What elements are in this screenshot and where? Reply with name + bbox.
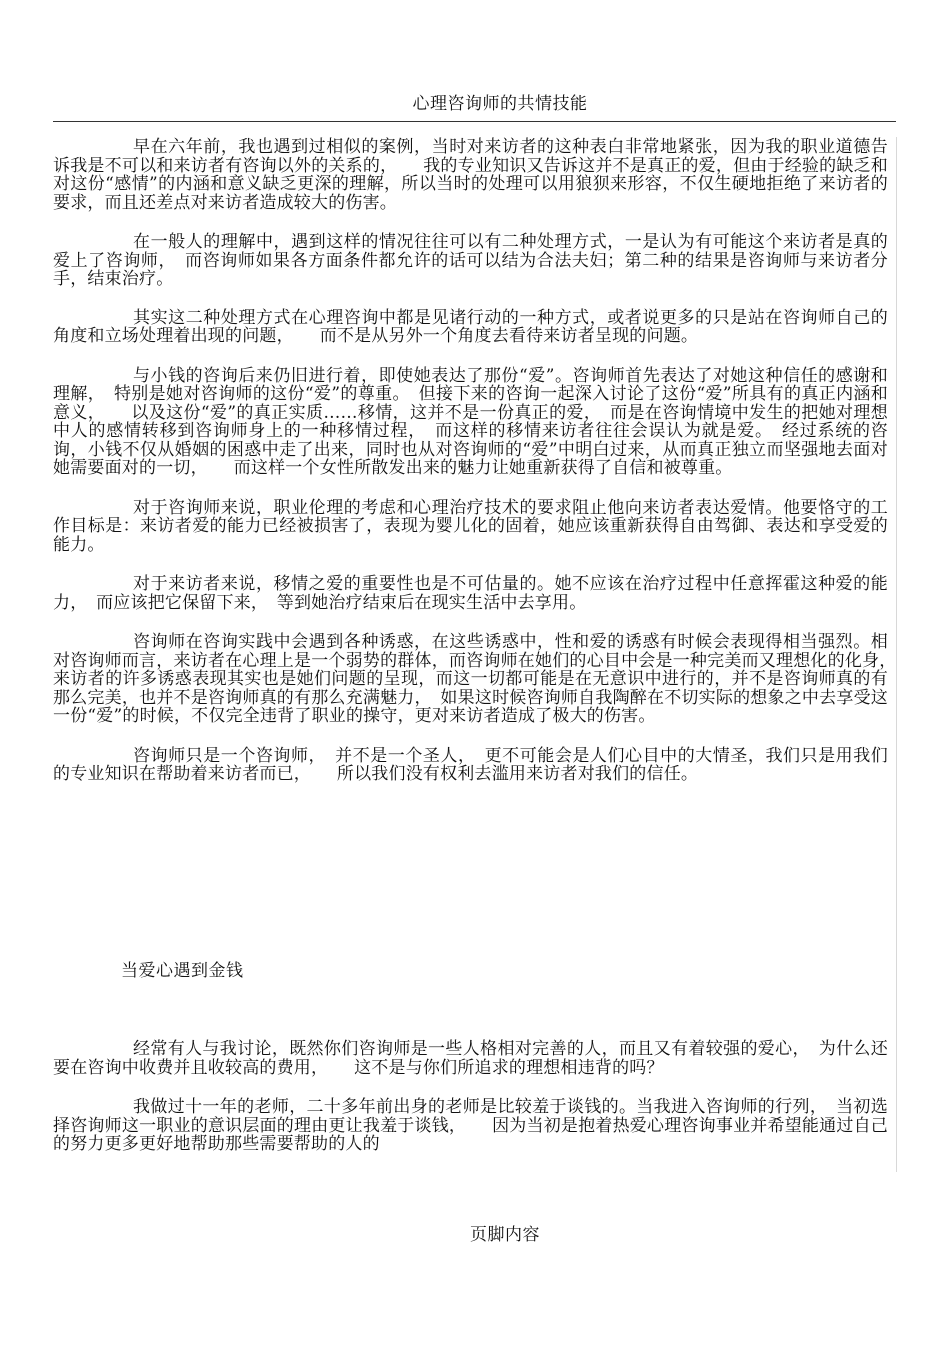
paragraph-2: 在一般人的理解中，遇到这样的情况往往可以有二种处理方式，一是认为有可能这个来访者是真的爱上了咨询师， 而咨询师如果各方面条件都允许的话可以结为合法夫妇；第二种的结果是咨询师与来访者分手，结束治疗。 [53, 232, 888, 289]
paragraph-7: 咨询师在咨询实践中会遇到各种诱惑，在这些诱惑中，性和爱的诱惑有时候会表现得相当强烈。相对咨询师而言，来访者在心理上是一个弱势的群体，而咨询师在她们的心目中会是一种完美而又理想化的化身， 来访者的许多诱惑表现其实也是她们问题的呈现，而这一切都可能是在无意识中进行的，并不是咨询师真的有那么完美，也并不是咨询师真的有那么充满魅力， 如果这时候咨询师自我陶醉在不切实际的想象之中去享受这一份“爱”的时候，不仅完全违背了职业的操守，更对来访者造成了极大的伤害。 [53, 632, 923, 726]
paragraph-3: 其实这二种处理方式在心理咨询中都是见诸行动的一种方式，或者说更多的只是站在咨询师自己的角度和立场处理着出现的问题， 而不是从另外一个角度去看待来访者呈现的问题。 [53, 307, 888, 346]
section-paragraph-1: 经常有人与我讨论，既然你们咨询师是一些人格相对完善的人，而且又有着较强的爱心， 为什么还要在咨询中收费并且收较高的费用， 这不是与你们所追求的理想相违背的吗？ [53, 1039, 888, 1078]
paragraph-1: 早在六年前，我也遇到过相似的案例，当时对来访者的这种表白非常地紧张，因为我的职业道德告诉我是不可以和来访者有咨询以外的关系的， 我的专业知识又告诉这并不是真正的爱，但由于经验的缺乏和对这份“感情”的内涵和意义缺乏更深的理解，所以当时的处理可以用狼狈来形容，不仅生硬地拒绝了来访者的要求，而且还差点对来访者造成较大的伤害。 [53, 137, 888, 213]
paragraph-8: 咨询师只是一个咨询师， 并不是一个圣人， 更不可能会是人们心目中的大情圣，我们只是用我们的专业知识在帮助着来访者而已， 所以我们没有权利去滥用来访者对我们的信任。 [53, 745, 888, 784]
paragraph-6: 对于来访者来说，移情之爱的重要性也是不可估量的。她不应该在治疗过程中任意挥霍这种爱的能力， 而应该把它保留下来， 等到她治疗结束后在现实生活中去享用。 [53, 574, 888, 613]
page-footer: 页脚内容 [470, 1225, 540, 1245]
document-body [53, 137, 923, 784]
header-divider [53, 121, 896, 122]
section-heading: 当爱心遇到金钱 [121, 961, 244, 981]
page-header-title: 心理咨询师的共情技能 [412, 94, 588, 114]
paragraph-4: 与小钱的咨询后来仍旧进行着，即使她表达了那份“爱”。咨询师首先表达了对她这种信任的感谢和理解， 特别是她对咨询师的这份“爱”的尊重。 但接下来的咨询一起深入讨论了这份“爱”所具有的真正内涵和意义， 以及这份“爱”的真正实质……移情，这并不是一份真正的爱， 而是在咨询情境中发生的把她对理想中人的感情转移到咨询师身上的一种移情过程， 而这样的移情来访者往往会误认为就是爱。 经过系统的咨询，小钱不仅从婚姻的困惑中走了出来，同时也从对咨询师的“爱”中明白过来，从而真正独立而坚强地去面对她需要面对的一切， 而这样一个女性所散发出来的魅力让她重新获得了自信和被尊重。 [53, 365, 888, 478]
section-body [53, 1040, 888, 1154]
section-paragraph-2: 我做过十一年的老师，二十多年前出身的老师是比较羞于谈钱的。当我进入咨询师的行列， 当初选择咨询师这一职业的意识层面的理由更让我羞于谈钱， 因为当初是抱着热爱心理咨询事业并希望能通过自己的努力更多更好地帮助那些需要帮助的人的 [53, 1097, 888, 1154]
paragraph-5: 对于咨询师来说，职业伦理的考虑和心理治疗技术的要求阻止他向来访者表达爱情。他要恪守的工作目标是：来访者爱的能力已经被损害了，表现为婴儿化的固着，她应该重新获得自由驾御、表达和享受爱的能力。 [53, 497, 888, 555]
